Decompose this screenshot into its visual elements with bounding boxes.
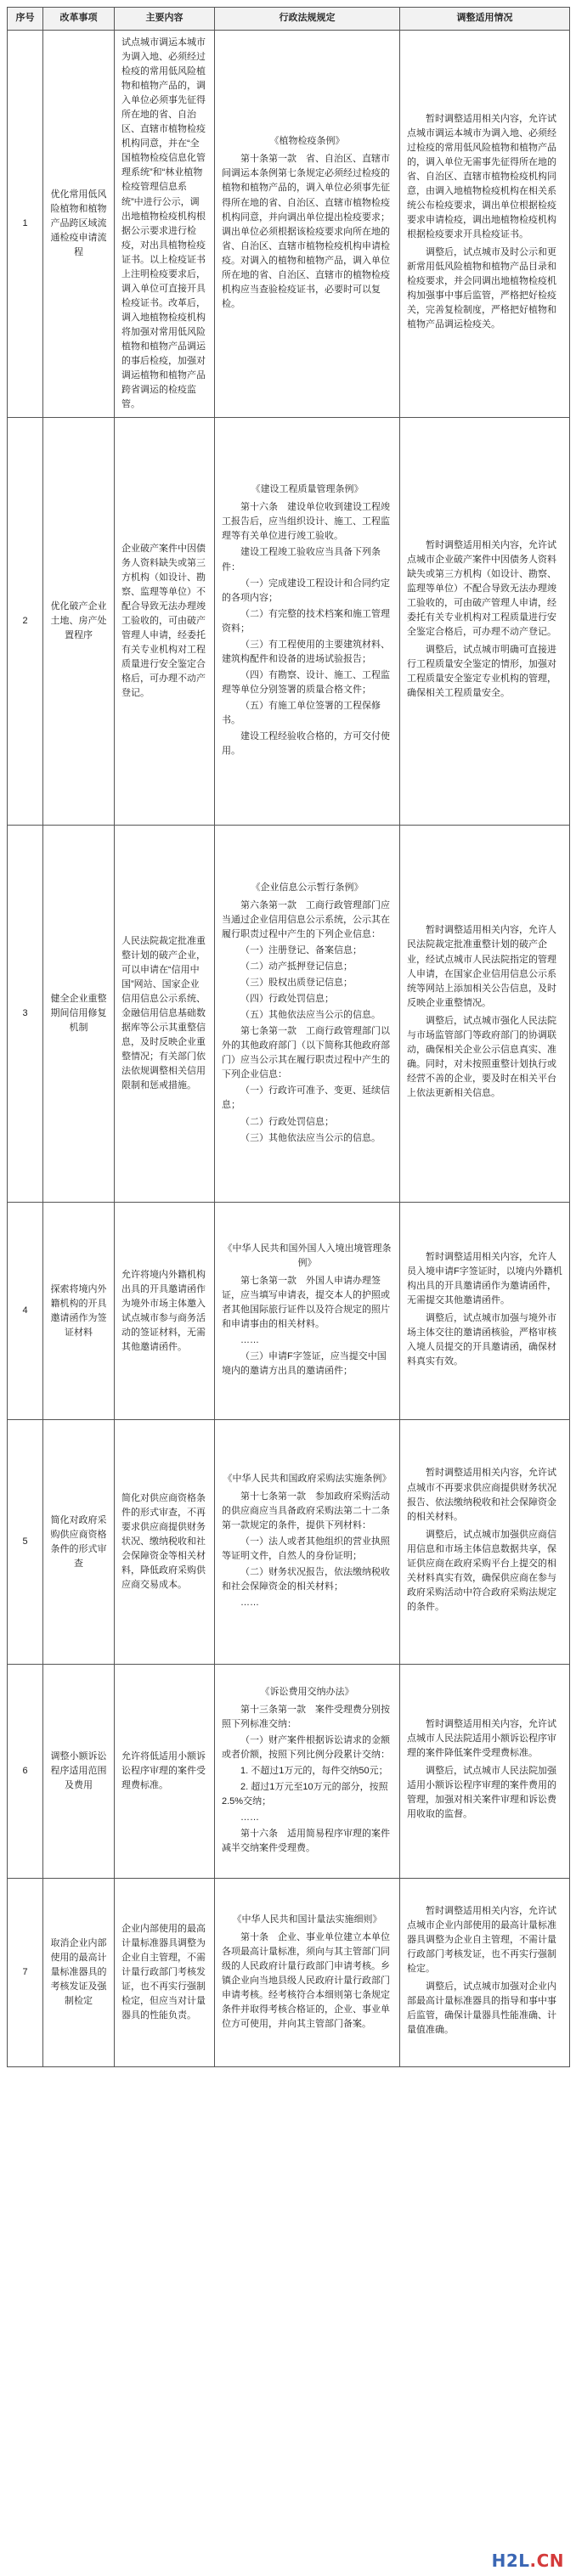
regulation-cell xyxy=(215,31,400,418)
row-index: 1 xyxy=(8,31,43,418)
row-index: 6 xyxy=(8,1665,43,1879)
reform-item: 探索将境内外籍机构的开具邀请函作为签证材料 xyxy=(43,1203,115,1420)
main-content: 允许将低适用小额诉讼程序审理的案件受理费标准。 xyxy=(115,1665,215,1879)
site-watermark xyxy=(492,2551,564,2571)
adjustment-paragraph: 调整后，试点城市人民法院加强适用小额诉讼程序审理的案件费用的管理，加强对相关案件审理和诉讼费用收取的监督。 xyxy=(407,1766,556,1820)
header-content: 主要内容 xyxy=(115,8,215,31)
reform-item: 简化对政府采购供应商资格条件的形式审查 xyxy=(43,1420,115,1665)
table-row xyxy=(8,1203,570,1420)
row-index: 7 xyxy=(8,1879,43,2067)
regulation-paragraph: 2. 超过1万元至10万元的部分，按照2.5%交纳； xyxy=(222,1782,388,1807)
regulation-cell xyxy=(215,1665,400,1879)
row-index: 5 xyxy=(8,1420,43,1665)
main-content: 人民法院裁定批准重整计划的破产企业，可以申请在“信用中国”网站、国家企业信用信息公示系统、金融信用信息基础数据库等公示其重整信息，及时反映企业重整情况；有关部门依法依规调整相关信用限制和惩戒措施。 xyxy=(115,826,215,1203)
regulation-cell xyxy=(215,1420,400,1665)
header-law: 行政法规规定 xyxy=(215,8,400,31)
regulation-title: 《建设工程质量管理条例》 xyxy=(251,484,364,495)
reform-item: 健全企业重整期间信用修复机制 xyxy=(43,826,115,1203)
regulation-paragraph: （二）财务状况报告，依法缴纳税收和社会保障资金的相关材料； xyxy=(222,1567,390,1592)
adjustment-cell xyxy=(400,31,570,418)
adjustment-paragraph: 暂时调整适用相关内容，允许人员入境申请F字签证时，以境内外籍机构出具的开具邀请函作为邀请函件，无需提交其他邀请函件。 xyxy=(407,1251,562,1305)
adjustment-cell xyxy=(400,1203,570,1420)
adjustment-cell xyxy=(400,418,570,826)
regulation-paragraph: （二）行政处罚信息； xyxy=(240,1116,334,1127)
regulation-paragraph: 第十六条 适用简易程序审理的案件减半交纳案件受理费。 xyxy=(222,1829,390,1854)
watermark-suffix: .CN xyxy=(529,2551,564,2571)
adjustment-paragraph: 调整后，试点城市明确可直接进行工程质量安全鉴定的情形，加强对工程质量安全鉴定专业机构的管理，确保相关工程质量安全。 xyxy=(407,645,556,699)
reform-item: 调整小额诉讼程序适用范围及费用 xyxy=(43,1665,115,1879)
adjustment-paragraph: 调整后，试点城市强化人民法院与市场监管部门等政府部门的协调联动，确保相关企业公示信息真实、准确。同时，对未按照重整计划执行或经营不善的企业，要及时在相关平台上依法更新相关信息。 xyxy=(407,1015,556,1098)
watermark-prefix: H2L xyxy=(491,2551,530,2571)
regulation-paragraph: （一）财产案件根据诉讼请求的金额或者价额，按照下列比例分段累计交纳： xyxy=(222,1735,390,1761)
regulation-title: 《诉讼费用交纳办法》 xyxy=(260,1686,354,1697)
adjustment-cell xyxy=(400,1665,570,1879)
regulation-paragraph: 第十条第一款 省、自治区、直辖市间调运本条例第七条规定必须经过检疫的植物和植物产品的，调入单位必须事先征得所在地的省、自治区、直辖市植物检疫机构同意，并向调出单位提出检疫要求；调出单位必须根据该检疫要求向所在地的省、自治区、直辖市植物检疫机构申请检疫。对调入的植物和植物产品，调入单位所在地的省、自治区、直辖市的植物检疫机构应当查验检疫证书，必要时可以复检。 xyxy=(222,154,390,309)
reform-table xyxy=(7,7,570,2067)
regulation-paragraph: 1. 不超过1万元的，每件交纳50元； xyxy=(240,1766,388,1777)
adjustment-paragraph: 调整后，试点城市加强对企业内部最高计量标准器具的指导和事中事后监管，确保计量器具性能准确、计量值准确。 xyxy=(407,1981,556,2036)
regulation-paragraph: 第十条 企业、事业单位建立本单位各项最高计量标准，须向与其主管部门同级的人民政府计量行政部门申请考核。乡镇企业向当地县级人民政府计量行政部门申请考核。经考核符合本细则第七条规定条件并取得考核合格证的，企业、事业单位方可使用，并向其主管部门备案。 xyxy=(222,1931,390,2029)
regulation-paragraph: （一）注册登记、备案信息； xyxy=(240,945,362,955)
regulation-paragraph: 建设工程经验收合格的，方可交付使用。 xyxy=(222,731,390,757)
regulation-paragraph: （三）有工程使用的主要建筑材料、建筑构配件和设备的进场试验报告； xyxy=(222,639,390,664)
adjustment-paragraph: 暂时调整适用相关内容，允许试点城市企业内部使用的最高计量标准器具调整为企业自主管理，不需计量行政部门考核发证，也不再实行强制检定。 xyxy=(407,1906,556,1975)
adjustment-paragraph: 暂时调整适用相关内容，允许试点城市调运本城市为调入地、必须经过检疫的常用低风险植物和植物产品的，调入单位无需事先征得所在地的省、自治区、直辖市植物检疫机构同意，由调入地植物检疫机构在相关系统公布检疫要求，调出单位根据检疫要求申请检疫，调出地植物检疫机构根据检疫要求开具检疫证书。 xyxy=(407,113,556,240)
regulation-paragraph: 第七条第一款 工商行政管理部门以外的其他政府部门（以下简称其他政府部门）应当公示其在履行职责过程中产生的下列企业信息： xyxy=(222,1026,390,1080)
regulation-paragraph: …… xyxy=(240,1812,259,1823)
row-index: 4 xyxy=(8,1203,43,1420)
adjustment-paragraph: 暂时调整适用相关内容，允许试点城市人民法院适用小额诉讼程序审理的案件降低案件受理费标准。 xyxy=(407,1719,556,1759)
header-index: 序号 xyxy=(8,8,43,31)
regulation-title: 《企业信息公示暂行条例》 xyxy=(251,882,364,893)
header-adjust: 调整适用情况 xyxy=(400,8,570,31)
table-body xyxy=(8,31,570,2067)
regulation-cell xyxy=(215,418,400,826)
regulation-title: 《中华人民共和国外国人入境出境管理条例》 xyxy=(223,1243,392,1269)
regulation-title: 《中华人民共和国计量法实施细则》 xyxy=(232,1914,382,1925)
table-row xyxy=(8,1665,570,1879)
adjustment-paragraph: 暂时调整适用相关内容，允许试点城市不再要求供应商提供财务状况报告、依法缴纳税收和社会保障资金的相关材料。 xyxy=(407,1468,556,1522)
reform-item: 优化常用低风险植物和植物产品跨区域流通检疫申请流程 xyxy=(43,31,115,418)
regulation-cell xyxy=(215,1879,400,2067)
regulation-paragraph: （一）法人或者其他组织的营业执照等证明文件，自然人的身份证明； xyxy=(222,1536,390,1562)
regulation-paragraph: （二）动产抵押登记信息； xyxy=(240,961,353,972)
regulation-paragraph: 第十三条第一款 案件受理费分别按照下列标准交纳： xyxy=(222,1705,390,1730)
adjustment-paragraph: 暂时调整适用相关内容，允许人民法院裁定批准重整计划的破产企业，经试点城市人民法院指定的管理人申请，在国家企业信用信息公示系统等网站上添加相关公告信息，及时反映企业重整情况。 xyxy=(407,925,556,1008)
regulation-paragraph: （五）其他依法应当公示的信息。 xyxy=(240,1010,381,1021)
regulation-paragraph: 第六条第一款 工商行政管理部门应当通过企业信用信息公示系统，公示其在履行职责过程中产生的下列企业信息： xyxy=(222,899,390,939)
regulation-paragraph: …… xyxy=(240,1598,259,1609)
regulation-paragraph: 第七条第一款 外国人申请办理签证，应当填写申请表，提交本人的护照或者其他国际旅行证件以及符合规定的照片和申请事由的相关材料。 xyxy=(222,1276,390,1330)
regulation-paragraph: （五）有施工单位签署的工程保修书。 xyxy=(222,700,381,725)
main-content: 企业内部使用的最高计量标准器具调整为企业自主管理，不需计量行政部门考核发证，也不再实行强制检定，但应当对计量器具的性能负责。 xyxy=(115,1879,215,2067)
main-content: 简化对供应商资格条件的形式审查，不再要求供应商提供财务状况、缴纳税收和社会保障资金等相关材料，降低政府采购供应商交易成本。 xyxy=(115,1420,215,1665)
regulation-title: 《植物检疫条例》 xyxy=(269,136,345,147)
adjustment-paragraph: 调整后，试点城市及时公示和更新常用低风险植物和植物产品目录和检疫要求，并会同调出地植物检疫机构加强事中事后监管，严格把好检疫关，完善复检制度，严格把好植物和植物产品调运检疫关。 xyxy=(407,247,556,330)
regulation-cell xyxy=(215,826,400,1203)
regulation-paragraph: （四）有勘察、设计、施工、工程监理等单位分别签署的质量合格文件； xyxy=(222,669,390,695)
regulation-paragraph: …… xyxy=(240,1335,259,1346)
table-row xyxy=(8,31,570,418)
main-content: 试点城市调运本城市为调入地、必须经过检疫的常用低风险植物和植物产品的，调入单位必须事先征得所在地的省、自治区、直辖市植物检疫机构同意，并在“全国植物检疫信息化管理系统”和“林业植物检疫管理信息系统”中进行公示，调出地植物检疫机构根据公示要求进行检疫，对出具植物检疫证书。以上检疫证书上注明检疫要求后，调入单位可直接开具检疫证书。改革后，调入地植物检疫机构将加强对常用低风险植物和植物产品调运的事后检疫，加强对调运植物和植物产品跨省调运的检疫监管。 xyxy=(115,31,215,418)
table-row xyxy=(8,1420,570,1665)
table-row xyxy=(8,418,570,826)
adjustment-paragraph: 调整后，试点城市加强供应商信用信息和市场主体信息数据共享，保证供应商在政府采购平台上提交的相关材料真实有效，确保供应商在参与政府采购活动中符合政府采购法规定的条件。 xyxy=(407,1529,556,1612)
adjustment-cell xyxy=(400,1879,570,2067)
adjustment-cell xyxy=(400,1420,570,1665)
table-row xyxy=(8,826,570,1203)
table-row xyxy=(8,1879,570,2067)
regulation-paragraph: 第十七条第一款 参加政府采购活动的供应商应当具备政府采购法第二十二条第一款规定的条件，提供下列材料： xyxy=(222,1491,390,1531)
adjustment-paragraph: 调整后，试点城市加强与境外市场主体交往的邀请函核验，严格审核入境人员提交的开具邀请函，确保材料真实有效。 xyxy=(407,1312,556,1367)
reform-item: 取消企业内部使用的最高计量标准器具的考核发证及强制检定 xyxy=(43,1879,115,2067)
main-content: 企业破产案件中因债务人资料缺失或第三方机构（如设计、勘察、监理等单位）不配合导致无法办理竣工验收的，可由破产管理人申请，经委托有关专业机构对工程质量进行安全鉴定合格后，可办理不动产登记。 xyxy=(115,418,215,826)
regulation-paragraph: （一）完成建设工程设计和合同约定的各项内容； xyxy=(222,578,390,603)
regulation-cell xyxy=(215,1203,400,1420)
regulation-paragraph: （四）行政处罚信息； xyxy=(240,994,334,1005)
main-content: 允许将境内外籍机构出具的开具邀请函作为境外市场主体邀入试点城市参与商务活动的签证材料，无需其他邀请函件。 xyxy=(115,1203,215,1420)
regulation-paragraph: （二）有完整的技术档案和施工管理资料； xyxy=(222,608,390,634)
regulation-paragraph: （三）其他依法应当公示的信息。 xyxy=(240,1132,381,1143)
header-item: 改革事项 xyxy=(43,8,115,31)
reform-item: 优化破产企业土地、房产处置程序 xyxy=(43,418,115,826)
regulation-paragraph: （一）行政许可准予、变更、延续信息； xyxy=(222,1085,390,1111)
table-header-row xyxy=(8,8,570,31)
adjustment-cell xyxy=(400,826,570,1203)
row-index: 2 xyxy=(8,418,43,826)
regulation-paragraph: 建设工程竣工验收应当具备下列条件： xyxy=(222,547,381,572)
row-index: 3 xyxy=(8,826,43,1203)
adjustment-paragraph: 暂时调整适用相关内容，允许试点城市企业破产案件中因债务人资料缺失或第三方机构（如设计、勘察、监理等单位）不配合导致无法办理竣工验收的，可由破产管理人申请，经委托有关专业机构对工程质量进行安全鉴定合格后，可办理不动产登记。 xyxy=(407,539,556,638)
regulation-title: 《中华人民共和国政府采购法实施条例》 xyxy=(223,1474,392,1484)
regulation-paragraph: （三）股权出质登记信息； xyxy=(240,978,353,989)
regulation-paragraph: 第十六条 建设单位收到建设工程竣工报告后，应当组织设计、施工、工程监理等有关单位进行竣工验收。 xyxy=(222,502,390,542)
regulation-paragraph: （三）申请F字签证，应当提交中国境内的邀请方出具的邀请函件； xyxy=(222,1351,387,1377)
